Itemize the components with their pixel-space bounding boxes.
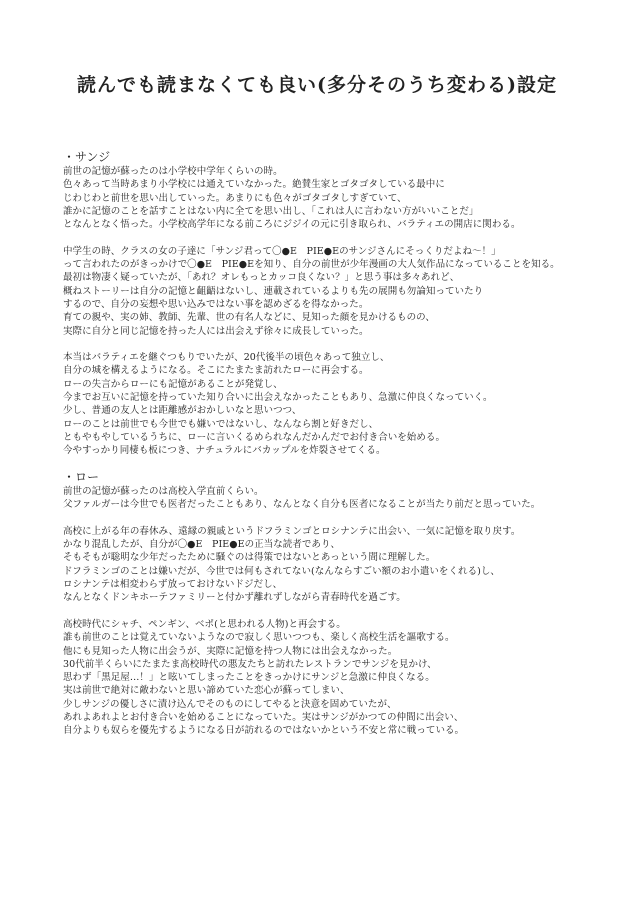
text-line: 誰かに記憶のことを話すことはない内に全てを思い出し、「これは人に言わない方がいいことだ」 [63,205,479,217]
text-line: 誰も前世のことは覚えていないようなので寂しく思いつつも、楽しく高校生活を謳歌する。 [63,632,455,644]
text-line: ローの失言からローにも記憶があることが発覚し、 [63,378,283,390]
page-title: 読んでも読まなくても良い(多分そのうち変わる)設定 [77,74,557,96]
text-line: 実際に自分と同じ記憶を持った人には出会えず徐々に成長していった。 [63,325,369,337]
text-line: ともやもやしているうちに、ローに言いくるめられなんだかんだでお付き合いを始める。 [63,431,446,443]
text-line: 今までお互いに記憶を持っていた知り合いに出会えなかったこともあり、急激に仲良くなっていく。 [63,392,493,404]
text-line: 今やすっかり同棲も板につき、ナチュラルにバカップルを炸裂させてくる。 [63,445,386,457]
section-heading: ・ロー [63,470,100,484]
text-line: となんとなく悟った。小学校高学年になる前ころにジジイの元に引き取られ、バラティエの開店に関わる。 [63,219,521,231]
text-line: 自分の城を構えるようになる。そこにたまたま訪れたローに再会する。 [63,365,369,377]
text-line: 思わず「黒足屋…！」と呟いてしまったことをきっかけにサンジと急激に仲良くなる。 [63,672,435,684]
text-line: 高校時代にシャチ、ペンギン、ベポ(と思われる人物)と再会する。 [63,618,346,630]
text-line: 中学生の時、クラスの女の子達に「サンジ君って〇●E PIE●Eのサンジさんにそっくりだよね〜！」 [63,245,501,257]
text-line: 最初は物凄く疑っていたが、「あれ？オレもっとカッコ良くない？」と思う事は多々あれど、 [63,272,460,284]
text-line: かなり混乱したが、自分が〇●E PIE●Eの正当な読者であり、 [63,539,341,551]
text-line: 前世の記憶が蘇ったのは小学校中学年くらいの時。 [63,166,283,177]
paragraph-gap [63,512,603,525]
text-line: 30代前半くらいにたまたま高校時代の悪友たちと訪れたレストランでサンジを見かけ、 [63,658,437,670]
text-line: 他にも見知った人物に出会うが、実際に記憶を持つ人物には出会えなかった。 [63,645,398,657]
text-line: なんとなくドンキホーテファミリーと付かず離れずしながら青春時代を過ごす。 [63,592,406,604]
text-line: 実は前世で絶対に敵わないと思い諦めていた恋心が蘇ってしまい、 [63,685,350,697]
text-line: じわじわと前世を思い出していった。あまりにも色々がゴタゴタしすぎていて、 [63,192,407,204]
paragraph-gap [63,231,603,244]
text-line: ローのことは前世でも今世でも嫌いではないし、なんなら割と好きだし、 [63,418,379,430]
text-line: 育ての親や、実の姉、教師、先輩、世の有名人などに、見知った顔を見かけるものの、 [63,312,435,324]
text-line: って言われたのがきっかけで〇●E PIE●Eを知り、自分の前世が少年漫画の大人気作品になっていることを知る。 [63,259,560,271]
text-line: 前世の記憶が蘇ったのは高校入学直前くらい。 [63,486,264,497]
text-line: 色々あって当時あまり小学校には通えていなかった。絶賛生家とゴタゴタしている最中に [63,179,445,191]
text-line: ドフラミンゴのことは嫌いだが、今世では何もされてない(なんならすごい額のお小遣いをくれる)し、 [63,565,500,577]
text-line: 父ファルガーは今世でも医者だったこともあり、なんとなく自分も医者になることが当たり前だと思っていた。 [63,499,541,511]
section-heading: ・サンジ [63,150,111,164]
text-line: 少し、普通の友人とは距離感がおかしいなと思いつつ、 [63,405,302,417]
paragraph-gap [63,605,603,618]
text-line: するので、自分の妄想や思い込みではない事を認めざるを得なかった。 [63,298,369,310]
section-law [63,470,603,738]
text-line: あれよあれよとお付き合いを始めることになっていた。実はサンジがかつての仲間に出会い、 [63,712,464,724]
paragraph-gap [63,338,603,351]
section-sanji [63,150,603,458]
text-line: そもそもが聡明な少年だったために騒ぐのは得策ではないとあっという間に理解した。 [63,552,436,564]
text-line: 本当はバラティエを継ぐつもりでいたが、20代後半の頃色々あって独立し、 [63,352,390,364]
text-line: 自分よりも奴らを優先するようになる日が訪れるのではないかという不安と常に戦っている。 [63,725,465,737]
text-line: 少しサンジの優しさに漬け込んでそのものにしてやると決意を固めていたが、 [63,698,397,710]
text-line: 高校に上がる年の春休み、遠縁の親戚というドフラミンゴとロシナンテに出会い、一気に記憶を取り戻す。 [63,525,521,537]
text-line: ロシナンテは相変わらず放っておけないドジだし、 [63,579,283,591]
text-line: 概ねストーリーは自分の記憶と齟齬はないし、連載されているよりも先の展開も勿論知っていたり [63,285,484,297]
